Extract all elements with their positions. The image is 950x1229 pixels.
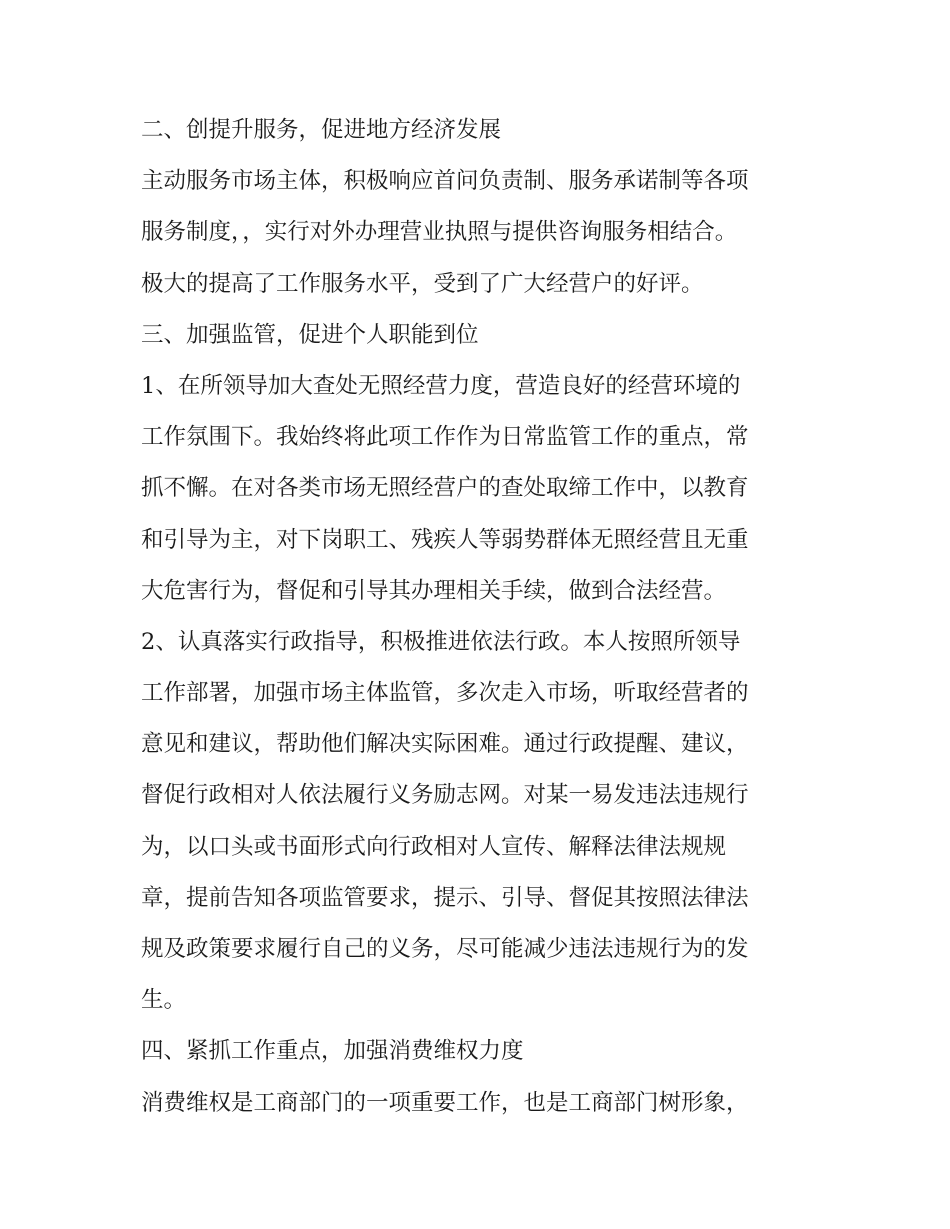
paragraph-line: 规及政策要求履行自己的义务，尽可能减少违法违规行为的发 <box>141 936 749 962</box>
heading-section-2: 二、创提升服务，促进地方经济发展 <box>141 117 502 143</box>
paragraph-line: 工作氛围下。我始终将此项工作作为日常监管工作的重点，常 <box>141 424 749 451</box>
paragraph-line: 督促行政相对人依法履行义务励志网。对某一易发违法违规行 <box>141 782 749 809</box>
paragraph-line: 主动服务市场主体，积极响应首问负责制、服务承诺制等各项 <box>141 168 749 195</box>
paragraph-line: 消费维权是工商部门的一项重要工作，也是工商部门树形象， <box>141 1089 749 1116</box>
paragraph-line: 大危害行为，督促和引导其办理相关手续，做到合法经营。 <box>141 577 727 604</box>
paragraph-line: 生。 <box>141 987 187 1014</box>
paragraph-line: 和引导为主，对下岗职工、残疾人等弱势群体无照经营且无重 <box>141 526 749 553</box>
document-body <box>141 105 831 1129</box>
paragraph-line: 极大的提高了工作服务水平，受到了广大经营户的好评。 <box>141 270 704 297</box>
paragraph-line: 意见和建议，帮助他们解决实际困难。通过行政提醒、建议， <box>141 731 749 758</box>
heading-section-3: 三、加强监管，促进个人职能到位 <box>141 321 479 348</box>
paragraph-line: 2、认真落实行政指导，积极推进依法行政。本人按照所领导 <box>141 628 741 655</box>
paragraph-line: 工作部署，加强市场主体监管，多次走入市场，听取经营者的 <box>141 680 749 707</box>
heading-section-4: 四、紧抓工作重点，加强消费维权力度 <box>141 1038 524 1065</box>
paragraph-line: 服务制度，，实行对外办理营业执照与提供咨询服务相结合。 <box>141 219 738 246</box>
paragraph-line: 章，提前告知各项监管要求，提示、引导、督促其按照法律法 <box>141 884 749 911</box>
paragraph-line: 为，以口头或书面形式向行政相对人宣传、解释法律法规规 <box>141 833 727 860</box>
paragraph-line: 抓不懈。在对各类市场无照经营户的查处取缔工作中，以教育 <box>141 475 749 502</box>
paragraph-line: 1、在所领导加大查处无照经营力度，营造良好的经营环境的 <box>141 372 741 399</box>
